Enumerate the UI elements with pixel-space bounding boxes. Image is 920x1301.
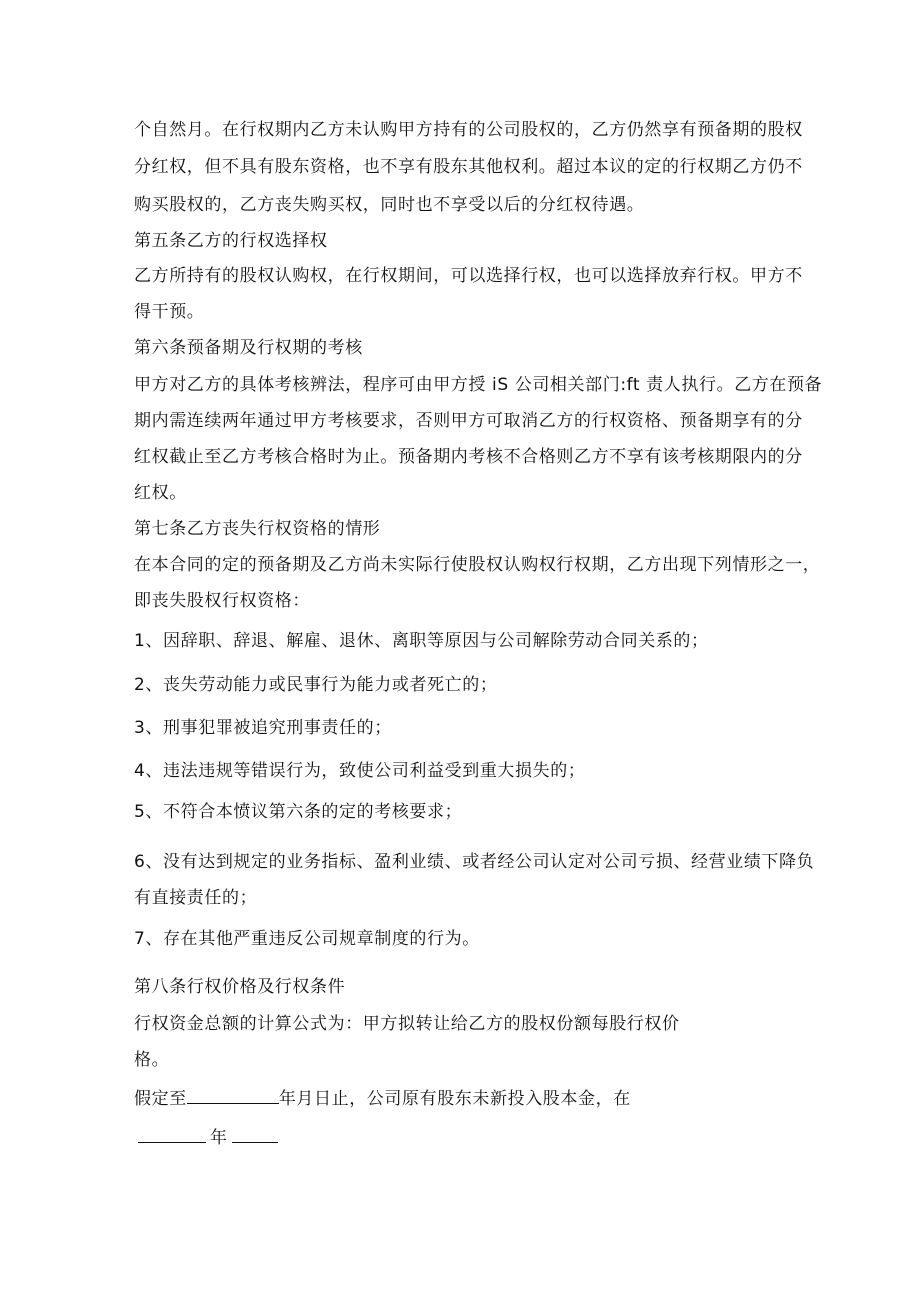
text-line: 得干预。: [134, 302, 205, 322]
text-line: 甲方对乙方的具体考核辨法，程序可由甲方授 iS 公司相关部门:ft 责人执行。乙方在预备: [134, 375, 823, 395]
blank-underline: [138, 1125, 206, 1143]
section-heading: 第五条乙方的行权选择权: [134, 231, 328, 251]
fill-in-prefix: 假定至: [134, 1089, 187, 1109]
fill-in-line: [138, 1125, 278, 1147]
text-line: 个自然月。在行权期内乙方未认购甲方持有的公司股权的，乙方仍然享有预备期的股权: [134, 120, 803, 140]
text-line: 期内需连续两年通过甲方考核要求，否则甲方可取消乙方的行权资格、预备期享有的分: [134, 411, 803, 431]
fill-in-suffix: 年月日止，公司原有股东未新投入股本金，在: [278, 1089, 631, 1109]
section-heading: 第六条预备期及行权期的考核: [134, 338, 363, 358]
text-line: 分红权，但不具有股东资格，也不享有股东其他权利。超过本议的定的行权期乙方仍不: [134, 157, 803, 177]
text-line: 乙方所持有的股权认购权，在行权期间，可以选择行权，也可以选择放弃行权。甲方不: [134, 266, 803, 286]
text-line: 红权截止至乙方考核合格时为止。预备期内考核不合格则乙方不享有该考核期限内的分: [134, 447, 803, 467]
list-item: 1、因辞职、辞退、解雇、退休、离职等原因与公司解除劳动合同关系的；: [134, 631, 709, 651]
text-line: 在本合同的定的预备期及乙方尚未实际行使股权认购权行权期，乙方出现下列情形之一，: [134, 555, 821, 575]
list-item: 有直接责任的；: [134, 888, 258, 908]
fill-in-middle: 年: [210, 1128, 228, 1148]
list-item: 2、丧失劳动能力或民事行为能力或者死亡的；: [134, 675, 498, 695]
text-line: 购买股权的，乙方丧失购买权，同时也不享受以后的分红权待遇。: [134, 195, 645, 215]
fill-in-line: [134, 1086, 631, 1108]
list-item: 7、存在其他严重违反公司规章制度的行为。: [134, 929, 480, 949]
text-line: 格。: [134, 1050, 170, 1070]
list-item: 4、违法违规等错误行为，致使公司利益受到重大损失的；: [134, 761, 586, 781]
text-line: 即丧失股权行权资格：: [134, 591, 310, 611]
text-line: 行权资金总额的计算公式为：甲方拟转让给乙方的股权份额每股行权价: [134, 1014, 680, 1034]
blank-underline: [232, 1125, 278, 1143]
blank-underline: [187, 1086, 279, 1104]
section-heading: 第八条行权价格及行权条件: [134, 977, 346, 997]
section-heading: 第七条乙方丧失行权资格的情形: [134, 519, 381, 539]
list-item: 6、没有达到规定的业务指标、盈利业绩、或者经公司认定对公司亏损、经营业绩下降负: [134, 852, 815, 872]
list-item: 3、刑事犯罪被追究刑事责任的；: [134, 718, 392, 738]
text-line: 红权。: [134, 483, 187, 503]
list-item: 5、不符合本愤议第六条的定的考核要求；: [134, 802, 463, 822]
